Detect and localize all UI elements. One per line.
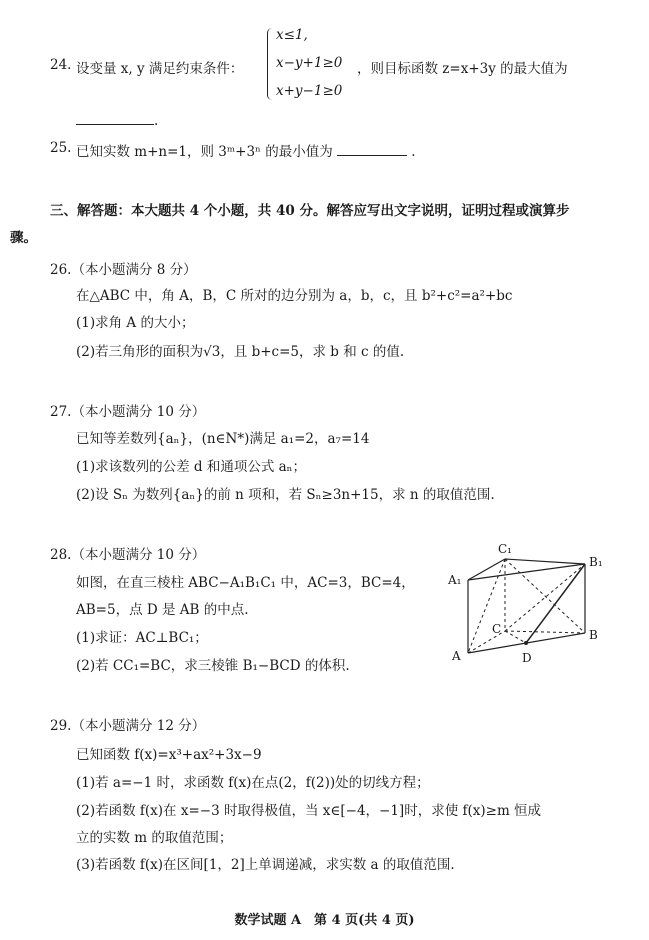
q29-part2-line1: (2)若函数 f(x)在 x=−3 时取得极值，当 x∈[−4，−1]时，求使 f(x)≥m 恒成 [76, 803, 542, 819]
q28-header [50, 543, 205, 563]
q29-part2-line2: 立的实数 m 的取值范围； [76, 830, 233, 846]
q27-number: 27. [50, 404, 72, 420]
page-footer: 数学试题 A 第 4 页(共 4 页) [234, 913, 415, 928]
edge-b1d [526, 564, 585, 643]
q24-blank [76, 110, 154, 125]
q24-constraint-1: x≤1, [276, 27, 308, 43]
q28-part1: (1)求证：AC⊥BC₁； [76, 630, 208, 646]
q25-blank [337, 141, 407, 156]
q27-part1: (1)求该数列的公差 d 和通项公式 aₙ； [76, 459, 307, 475]
point-d [524, 641, 528, 645]
q26-stem: 在△ABC 中，角 A，B，C 所对的边分别为 a，b，c，且 b²+c²=a²+bc [76, 288, 513, 304]
label-d: D [522, 651, 532, 665]
q29-part3: (3)若函数 f(x)在区间[1，2]上单调递减，求实数 a 的取值范围. [76, 857, 455, 873]
q26-part1: (1)求角 A 的大小； [76, 315, 195, 331]
q24-constraint-2: x−y+1≥0 [276, 55, 343, 71]
q24-tail: ，则目标函数 z=x+3y 的最大值为 [357, 61, 568, 77]
q29-header [50, 714, 205, 734]
q25-text: 已知实数 m+n=1，则 3ᵐ+3ⁿ 的最小值为 [76, 144, 333, 160]
q29-score: （本小题满分 12 分） [71, 718, 206, 734]
label-b1: B₁ [589, 555, 603, 569]
q27-part2: (2)设 Sₙ 为数列{aₙ}的前 n 项和，若 Sₙ≥3n+15，求 n 的取值范围. [76, 487, 495, 503]
edge-cd-hidden [505, 631, 526, 643]
q24-constraint-3: x+y−1≥0 [276, 83, 343, 99]
q27-stem: 已知等差数列{aₙ}，(n∈N*)满足 a₁=2，a₇=14 [76, 431, 370, 447]
q26-header [50, 258, 197, 278]
q24-number: 24. [50, 57, 72, 73]
edge-a1c1 [468, 559, 505, 580]
q28-score: （本小题满分 10 分） [71, 547, 206, 563]
label-b: B [589, 628, 598, 642]
q28-number: 28. [50, 547, 72, 563]
section3-title: 三、解答题：本大题共 4 个小题，共 40 分。解答应写出文字说明，证明过程或演算步 [50, 203, 570, 219]
q29-stem: 已知函数 f(x)=x³+ax²+3x−9 [76, 747, 262, 763]
edge-cb1-hidden [505, 564, 585, 631]
q26-number: 26. [50, 262, 72, 278]
q27-score: （本小题满分 10 分） [71, 404, 206, 420]
q24-text: 设变量 x, y 满足约束条件： [76, 61, 244, 77]
q28-stem2: AB=5，点 D 是 AB 的中点. [76, 602, 249, 618]
q24-answer-line [76, 110, 158, 129]
q28-stem1: 如图，在直三棱柱 ABC−A₁B₁C₁ 中，AC=3，BC=4， [76, 575, 415, 591]
q26-part2: (2)若三角形的面积为√3，且 b+c=5，求 b 和 c 的值. [76, 344, 405, 360]
q29-number: 29. [50, 718, 72, 734]
q27-header [50, 400, 205, 420]
q24-end: . [154, 113, 159, 129]
constraint-brace [267, 28, 274, 100]
edge-c1b-hidden [505, 559, 585, 633]
q28-part2: (2)若 CC₁=BC，求三棱锥 B₁−BCD 的体积. [76, 658, 350, 674]
edge-cb-hidden [505, 631, 585, 633]
label-a1: A₁ [448, 573, 462, 587]
q25-end: . [411, 144, 416, 160]
prism-figure [430, 535, 630, 675]
edge-c1b1 [505, 559, 585, 564]
q26-score: （本小题满分 8 分） [71, 262, 197, 278]
q25-line [76, 140, 416, 160]
q25-number: 25. [50, 140, 72, 156]
edge-a1b1 [468, 564, 585, 580]
q29-part1: (1)若 a=−1 时，求函数 f(x)在点(2，f(2))处的切线方程； [76, 775, 430, 791]
edge-c1a-hidden [468, 559, 505, 653]
label-c1: C₁ [498, 542, 512, 556]
label-c: C [492, 622, 502, 636]
label-a: A [452, 649, 461, 663]
section3-title-cont: 骤。 [10, 230, 37, 246]
